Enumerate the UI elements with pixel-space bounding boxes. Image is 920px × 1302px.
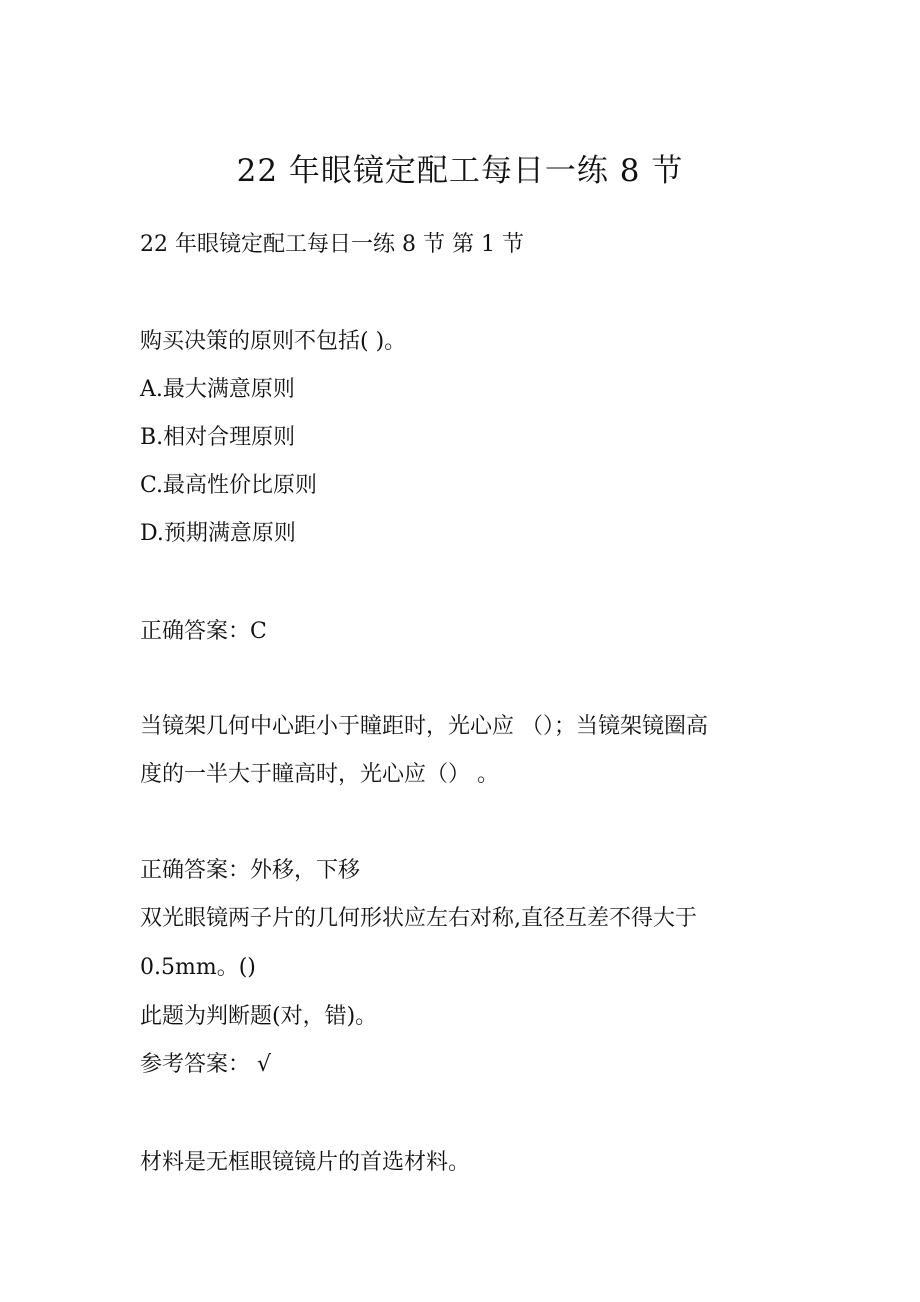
question-3-line-2: 0.5mm。() <box>140 955 256 980</box>
question-1-option-a: A.最大满意原则 <box>140 377 295 402</box>
question-4-text: 材料是无框眼镜镜片的首选材料。 <box>140 1150 471 1175</box>
question-2-answer: 正确答案：外移，下移 <box>140 858 361 883</box>
question-1-text: 购买决策的原则不包括( )。 <box>140 329 407 354</box>
question-3-answer: 参考答案： √ <box>140 1052 272 1077</box>
document-title: 22 年眼镜定配工每日一练 8 节 <box>236 153 684 189</box>
question-1-option-d: D.预期满意原则 <box>140 521 296 546</box>
question-1-answer: 正确答案：C <box>140 619 267 644</box>
question-2-line-1: 当镜架几何中心距小于瞳距时，光心应 （）；当镜架镜圈高 <box>140 714 708 739</box>
question-1-option-b: B.相对合理原则 <box>140 425 296 450</box>
question-3-line-1: 双光眼镜两子片的几何形状应左右对称,直径互差不得大于 <box>140 906 697 931</box>
document-subtitle: 22 年眼镜定配工每日一练 8 节 第 1 节 <box>140 232 524 257</box>
question-3-note: 此题为判断题(对，错)。 <box>140 1004 378 1029</box>
question-1-option-c: C.最高性价比原则 <box>140 473 318 498</box>
question-2-line-2: 度的一半大于瞳高时，光心应（） 。 <box>140 762 499 787</box>
